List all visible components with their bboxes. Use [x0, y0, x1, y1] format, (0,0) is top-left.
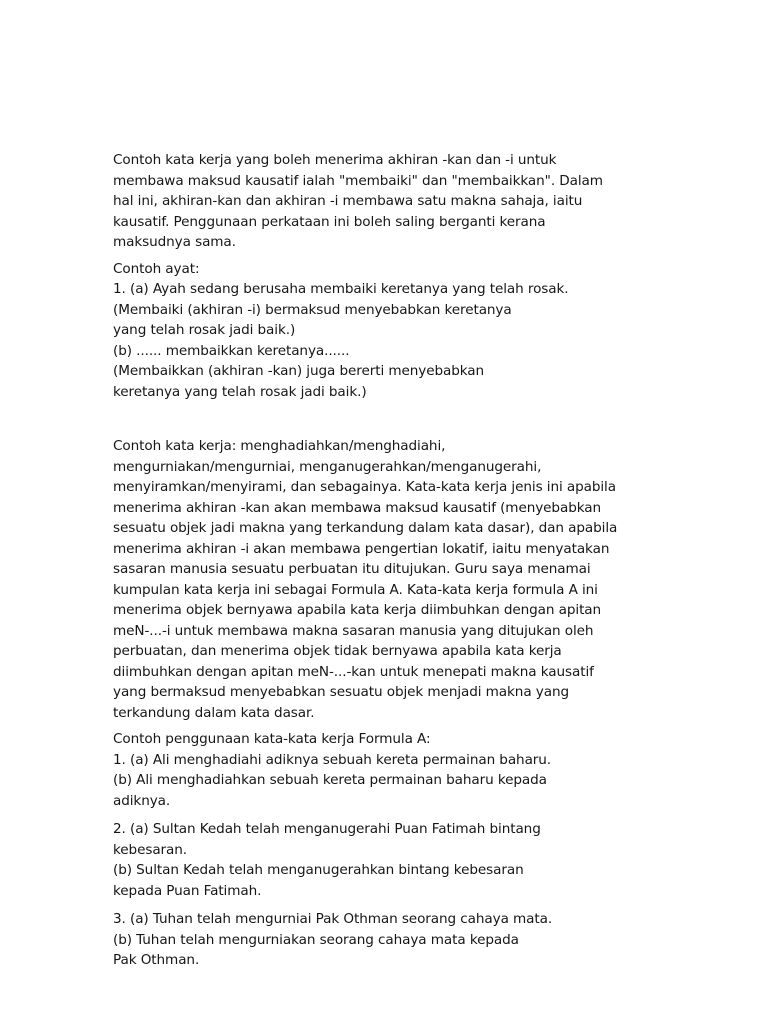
- text-line: hal ini, akhiran-kan dan akhiran -i membawa satu makna sahaja, iaitu: [113, 193, 583, 209]
- text-line: (Membaiki (akhiran -i) bermaksud menyebabkan keretanya: [113, 301, 512, 318]
- spacer: [113, 901, 653, 909]
- text-line: (b) Sultan Kedah telah menganugerahkan bintang kebesaran: [113, 862, 524, 878]
- text-line: membawa maksud kausatif ialah "membaiki" dan "membaikkan". Dalam: [113, 172, 603, 189]
- text-line: sasaran manusia sesuatu perbuatan itu ditujukan. Guru saya menamai: [113, 561, 591, 577]
- spacer: [113, 811, 653, 819]
- spacer: [113, 402, 653, 436]
- text-line: yang bermaksud menyebabkan sesuatu objek menjadi makna yang: [113, 684, 569, 700]
- text-line: Contoh ayat:: [113, 260, 200, 277]
- text-line: Contoh kata kerja yang boleh menerima akhiran -kan dan -i untuk: [113, 152, 557, 168]
- text-line: (b) Ali menghadiahkan sebuah kereta permainan baharu kepada: [113, 772, 547, 788]
- text-line: kebesaran.: [113, 841, 188, 858]
- paragraph-usage-example-3: [113, 909, 653, 971]
- text-line: meN-...-i untuk membawa makna sasaran manusia yang ditujukan oleh: [113, 622, 594, 639]
- text-line: sesuatu objek jadi makna yang terkandung dalam kata dasar), dan apabila: [113, 520, 618, 536]
- text-line: kumpulan kata kerja ini sebagai Formula A. Kata-kata kerja formula A ini: [113, 581, 598, 598]
- text-line: (b) ...... membaikkan keretanya......: [113, 342, 350, 359]
- text-line: 1. (a) Ali menghadiahi adiknya sebuah kereta permainan baharu.: [113, 751, 552, 768]
- text-line: menerima akhiran -i akan membawa pengertian lokatif, iaitu menyatakan: [113, 540, 610, 557]
- text-line: maksudnya sama.: [113, 234, 236, 250]
- text-line: adiknya.: [113, 792, 171, 809]
- text-line: 2. (a) Sultan Kedah telah menganugerahi Puan Fatimah bintang: [113, 821, 541, 837]
- text-line: 3. (a) Tuhan telah mengurniai Pak Othman seorang cahaya mata.: [113, 911, 553, 927]
- paragraph-intro: [113, 150, 653, 253]
- paragraph-formula-a: [113, 436, 653, 723]
- document-page: [113, 150, 653, 971]
- text-line: mengurniakan/mengurniai, menganugerahkan/menganugerahi,: [113, 458, 542, 475]
- text-line: menyiramkan/menyirami, dan sebagainya. Kata-kata kerja jenis ini apabila: [113, 479, 616, 495]
- text-line: kausatif. Penggunaan perkataan ini boleh saling berganti kerana: [113, 213, 546, 230]
- text-line: yang telah rosak jadi baik.): [113, 322, 296, 338]
- text-line: menerima objek bernyawa apabila kata kerja diimbuhkan dengan apitan: [113, 602, 602, 618]
- text-line: kepada Puan Fatimah.: [113, 882, 262, 899]
- text-line: (Membaikkan (akhiran -kan) juga bererti menyebabkan: [113, 363, 485, 379]
- text-line: 1. (a) Ayah sedang berusaha membaiki keretanya yang telah rosak.: [113, 281, 569, 297]
- text-line: Contoh kata kerja: menghadiahkan/menghadiahi,: [113, 438, 446, 454]
- text-line: terkandung dalam kata dasar.: [113, 704, 315, 721]
- text-line: menerima akhiran -kan akan membawa maksud kausatif (menyebabkan: [113, 499, 602, 516]
- text-line: perbuatan, dan menerima objek tidak bernyawa apabila kata kerja: [113, 643, 562, 659]
- text-line: (b) Tuhan telah mengurniakan seorang cahaya mata kepada: [113, 931, 519, 948]
- paragraph-usage-example-1: [113, 729, 653, 811]
- text-line: keretanya yang telah rosak jadi baik.): [113, 383, 367, 400]
- text-line: Pak Othman.: [113, 952, 200, 968]
- text-line: diimbuhkan dengan apitan meN-...-kan untuk menepati makna kausatif: [113, 663, 594, 680]
- text-line: Contoh penggunaan kata-kata kerja Formula A:: [113, 731, 431, 747]
- paragraph-usage-example-2: [113, 819, 653, 901]
- paragraph-example-sentences: [113, 259, 653, 403]
